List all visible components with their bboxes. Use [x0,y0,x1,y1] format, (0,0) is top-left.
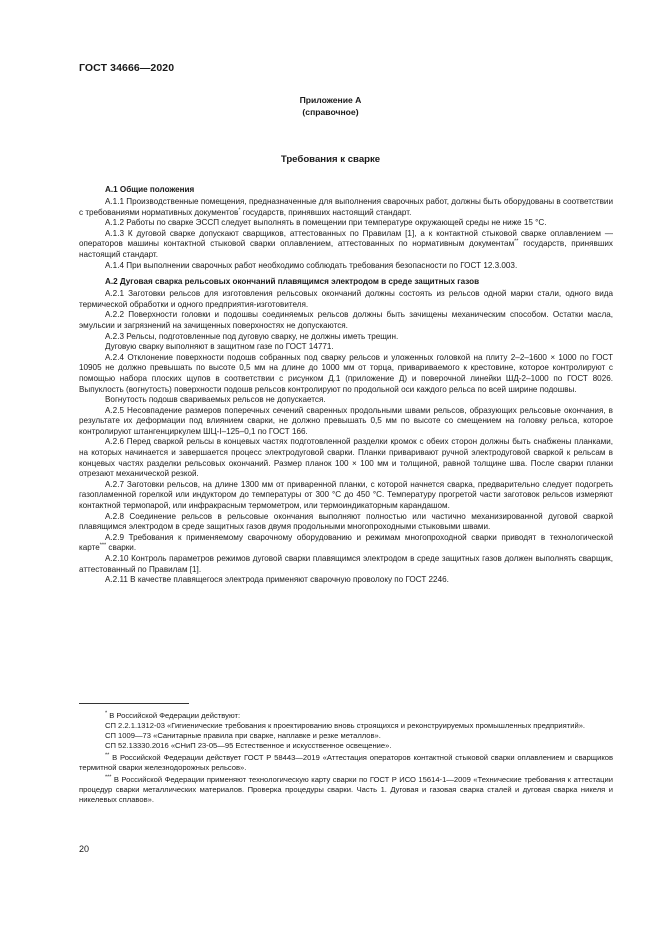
section-heading-a1: А.1 Общие положения [105,185,195,194]
footnote-ref: * [238,207,241,214]
paragraph-a2-11: А.2.11 В качестве плавящегося электрода применяют сварочную проволоку по ГОСТ 2246. [105,575,449,585]
paragraph-a2-9: А.2.9 Требования к применяемому сварочному оборудованию и режимам многопроходной сварки приводят в технологической карте*** сварки. [79,532,613,553]
paragraph-a2-2: А.2.2 Поверхности головки и подошвы соединяемых рельсов должны быть зачищены механическим способом. Остатки масла, эмульсии и загрязнений на зачищенных поверхностях не допускаются. [79,310,613,330]
paragraph-a2-3-note: Дуговую сварку выполняют в защитном газе по ГОСТ 14771. [105,342,334,352]
footnote-3: *** В Российской Федерации применяют технологическую карту сварки по ГОСТ Р ИСО 15614-1—2009 «Технические требования к аттестации процедур сварки металлических материалов. Проверка процедуры сварки. Часть 1. Дуговая и газовая сварка сталей и дуговая сварка никеля и никелевых сплавов». [79,774,613,804]
paragraph-a2-4-note: Вогнутость подошв свариваемых рельсов не допускается. [105,395,326,405]
paragraph-a2-5: А.2.5 Несовпадение размеров поперечных сечений сваренных продольными швами рельсов, образующих рельсовые окончания, в результате их деформации под влиянием сварки, не должно превышать 0,5 мм по высоте со смещением на головку рельса, которое контролируют штангенциркулем ШЦ-I–125–0,1 по ГОСТ 166. [79,405,613,436]
footnote-1-line: СП 1009—73 «Санитарные правила при сварке, наплавке и резке металлов». [105,731,381,740]
paragraph-a2-4: А.2.4 Отклонение поверхности подошв собранных под сварку рельсов и уложенных головкой на плиту 2–2–1600 × 1000 по ГОСТ 10905 не должно превышать по высоте 0,5 мм на длине до 1000 мм от торца, привариваемого к крестовине, которое контролируют с помощью набора плоских щупов в соответствии с рисунком Д.1 (приложение Д) и поверочной линейки ШД-2–1000 по ГОСТ 8026. Выпуклость (вогнутость) поверхности подошв рельсов контролируют по продольной оси каждого рельса по всей ширине подошвы. [79,352,613,394]
footnote-divider [79,703,189,704]
paragraph-a2-6: А.2.6 Перед сваркой рельсы в концевых частях подготовленной разделки кромок с обеих сторон должны быть снабжены планками, на которых начинается и завершается процесс электродуговой сварки. Планки приваривают ручной электродуговой сваркой к рельсам в концевых частях разделки рельсовых окончаний. Размер планок 100 × 100 мм и толщиной, равной толщине шва. После сварки планки отрезают механической резкой. [79,437,613,479]
appendix-status: (справочное) [302,107,359,117]
page-number: 20 [79,844,90,854]
paragraph-a2-1: А.2.1 Заготовки рельсов для изготовления рельсовых окончаний должны состоять из рельсов одной марки стали, одного вида термической обработки и одного предприятия-изготовителя. [79,289,613,309]
paragraph-a1-3: А.1.3 К дуговой сварке допускают сварщиков, аттестованных по Правилам [1], а к контактной стыковой сварке оплавлением — операторов машины контактной стыковой сварки оплавлением, аттестованных по нормативным документам** государств, принявших настоящий стандарт. [79,228,613,259]
page-title: Требования к сварке [280,154,381,165]
footnote-2: ** В Российской Федерации действует ГОСТ Р 58443—2019 «Аттестация операторов контактной стыковой сварки оплавлением и сварщиков термитной сварки железнодорожных рельсов». [79,752,613,772]
footnote-mark: *** [105,774,112,781]
appendix-title: Приложение А [299,95,362,105]
footnote-mark: * [105,710,108,717]
paragraph-a2-7: А.2.7 Заготовки рельсов, на длине 1300 мм от приваренной планки, с которой начнется сварка, предварительно следует подогреть газопламенной горелкой или индуктором до температуры от 300 °С до 450 °С. Температуру прогретой части заготовок рельсов измеряют контактной термопарой, или инфракрасным термометром, или термоиндикаторным карандашом. [79,479,613,511]
footnote-1-line: СП 2.2.1.1312-03 «Гигиенические требования к проектированию вновь строящихся и реконструируемых промышленных предприятий». [105,721,586,730]
paragraph-a2-8: А.2.8 Соединение рельсов в рельсовые окончания выполняют полностью или частично механизированной дуговой сваркой плавящимся электродом в среде защитных газов двумя продольными многопроходными стыковыми швами. [79,511,613,532]
paragraph-a1-2: А.1.2 Работы по сварке ЭССП следует выполнять в помещении при температуре окружающей среды не ниже 15 °С. [105,218,547,228]
paragraph-a2-10: А.2.10 Контроль параметров режимов дуговой сварки плавящимся электродом в среде защитных газов должен выполнять сварщик, аттестованный по Правилам [1]. [79,554,613,574]
footnote-ref: *** [99,542,107,549]
footnotes [79,711,613,805]
paragraph-a1-4: А.1.4 При выполнении сварочных работ необходимо соблюдать требования безопасности по ГОСТ 12.3.003. [105,260,518,270]
footnote-1-line: СП 52.13330.2016 «СНиП 23-05—95 Естественное и искусственное освещение». [105,741,392,750]
footnote-ref: ** [514,238,519,245]
paragraph-a2-3: А.2.3 Рельсы, подготовленные под дуговую сварку, не должны иметь трещин. [105,331,399,341]
section-heading-a2: А.2 Дуговая сварка рельсовых окончаний плавящимся электродом в среде защитных газов [105,277,480,287]
document-code: ГОСТ 34666—2020 [79,62,175,74]
appendix-header [0,94,661,118]
document-body [79,184,613,586]
paragraph-a1-1: А.1.1 Производственные помещения, предназначенные для выполнения сварочных работ, должны быть оборудованы в соответствии с требованиями нормативных документов* государств, принявших настоящий стандарт. [79,197,613,217]
footnote-1: * В Российской Федерации действуют: [105,710,241,720]
footnote-mark: ** [105,752,110,759]
